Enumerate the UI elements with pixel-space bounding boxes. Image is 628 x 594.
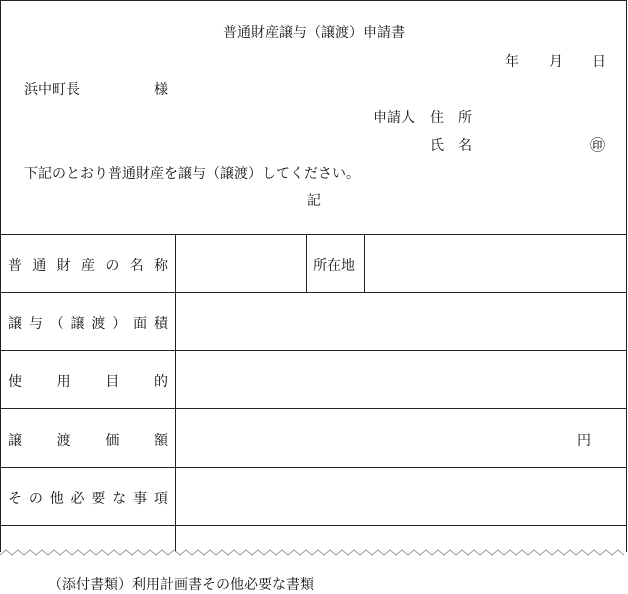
price-unit: 円 [577,433,591,449]
addressee-honorific: 様 [154,82,168,98]
location-label: 所在地 [313,258,355,274]
applicant-label: 申請人 [373,110,415,126]
addressee-name: 浜中町長 [24,82,80,98]
row-label-price: 譲 渡 価 額 [8,433,168,449]
date-year: 年 [505,54,519,70]
row-divider [0,408,627,409]
row-divider [0,292,627,293]
location-divider-left [306,234,307,292]
row-divider [0,467,627,468]
label-column-divider [175,234,176,552]
location-divider-right [364,234,365,292]
row-divider [0,525,627,526]
table-top-line [0,234,627,235]
attachment-note: （添付書類）利用計画書その他必要な書類 [48,577,314,593]
date-day: 日 [592,54,606,70]
torn-edge [0,548,628,558]
seal-mark: ㊞ [590,136,606,154]
date-month: 月 [549,54,563,70]
row-divider [0,350,627,351]
document-title: 普通財産譲与（譲渡）申請書 [223,25,405,41]
row-label-purpose: 使 用 目 的 [8,374,168,390]
name-label: 氏 名 [430,138,472,154]
row-label-other: そ の 他 必 要 な 事 項 [8,491,168,507]
intro-text: 下記のとおり普通財産を譲与（譲渡）してください。 [24,166,360,182]
address-label: 住 所 [430,110,472,126]
ki-label: 記 [307,193,321,209]
row-label-area: 譲 与 （ 譲 渡 ） 面 積 [8,316,168,332]
row-label-property-name: 普 通 財 産 の 名 称 [8,258,168,274]
